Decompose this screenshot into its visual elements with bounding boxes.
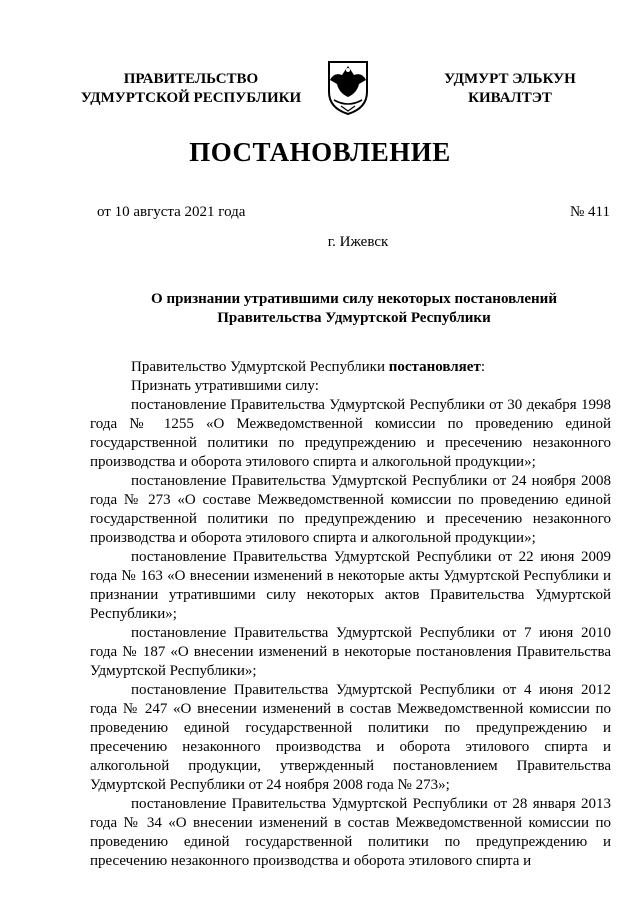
subject-line-1: О признании утратившими силу некоторых постановлений — [151, 291, 557, 307]
paragraph-item-2009: постановление Правительства Удмуртской Республики от 22 июня 2009 года № 163 «О внесении изменений в некоторые акты Удмуртской Республики и признании утратившими силу некоторых актов Правительства Удмуртской Республики»; — [90, 549, 611, 622]
intro-decree-word: постановляет — [388, 359, 481, 375]
document-city: г. Ижевск — [327, 234, 389, 250]
paragraph-item-2012: постановление Правительства Удмуртской Республики от 4 июня 2012 года № 247 «О внесении изменений в состав Межведомственной комиссии по проведению единой государственной политики по предупреждению и пресечению незаконного производства и оборота этилового спирта и алкогольной продукции, утвержденный постановлением Правительства Удмуртской Республики от 24 ноября 2008 года № 273»; — [90, 682, 611, 793]
document-subject — [90, 290, 618, 328]
issuer-udmurt-line-2: КИВАЛТЭТ — [468, 90, 552, 106]
issuer-udmurt-line-1: УДМУРТ ЭЛЬКУН — [444, 71, 576, 87]
intro-paragraph — [90, 358, 611, 377]
paragraph-declare: Признать утратившими силу: — [131, 378, 319, 394]
paragraph-item-2010: постановление Правительства Удмуртской Республики от 7 июня 2010 года № 187 «О внесении изменений в некоторые постановления Правительства Удмуртской Республики»; — [90, 625, 611, 679]
document-number: № 411 — [569, 204, 610, 220]
issuer-name-udmurt — [420, 70, 600, 108]
intro-text: Правительство Удмуртской Республики — [131, 359, 389, 375]
issuer-name-russian — [72, 70, 310, 108]
subject-line-2: Правительства Удмуртской Республики — [217, 310, 491, 326]
issuer-line-1: ПРАВИТЕЛЬСТВО — [123, 71, 259, 87]
paragraph-item-2013: постановление Правительства Удмуртской Республики от 28 января 2013 года № 34 «О внесении изменений в состав Межведомственной комиссии по проведению единой государственной политики по предупреждению и пресечению незаконного производства и оборота этилового спирта и — [90, 796, 611, 869]
udmurt-republic-emblem-icon — [326, 58, 370, 116]
document-title: ПОСТАНОВЛЕНИЕ — [189, 137, 451, 167]
document-date: от 10 августа 2021 года — [97, 204, 246, 220]
issuer-line-2: УДМУРТСКОЙ РЕСПУБЛИКИ — [80, 90, 302, 106]
intro-colon: : — [480, 359, 485, 375]
paragraph-item-1998: постановление Правительства Удмуртской Республики от 30 декабря 1998 года № 1255 «О Межведомственной комиссии по проведению единой государственной политики по предупреждению и пресечению незаконного производства и оборота этилового спирта и алкогольной продукции»; — [90, 397, 611, 470]
document-body — [90, 358, 611, 871]
paragraph-item-2008: постановление Правительства Удмуртской Республики от 24 ноября 2008 года № 273 «О составе Межведомственной комиссии по проведению единой государственной политики по предупреждению и пресечению незаконного производства и оборота этилового спирта и алкогольной продукции»; — [90, 473, 611, 546]
